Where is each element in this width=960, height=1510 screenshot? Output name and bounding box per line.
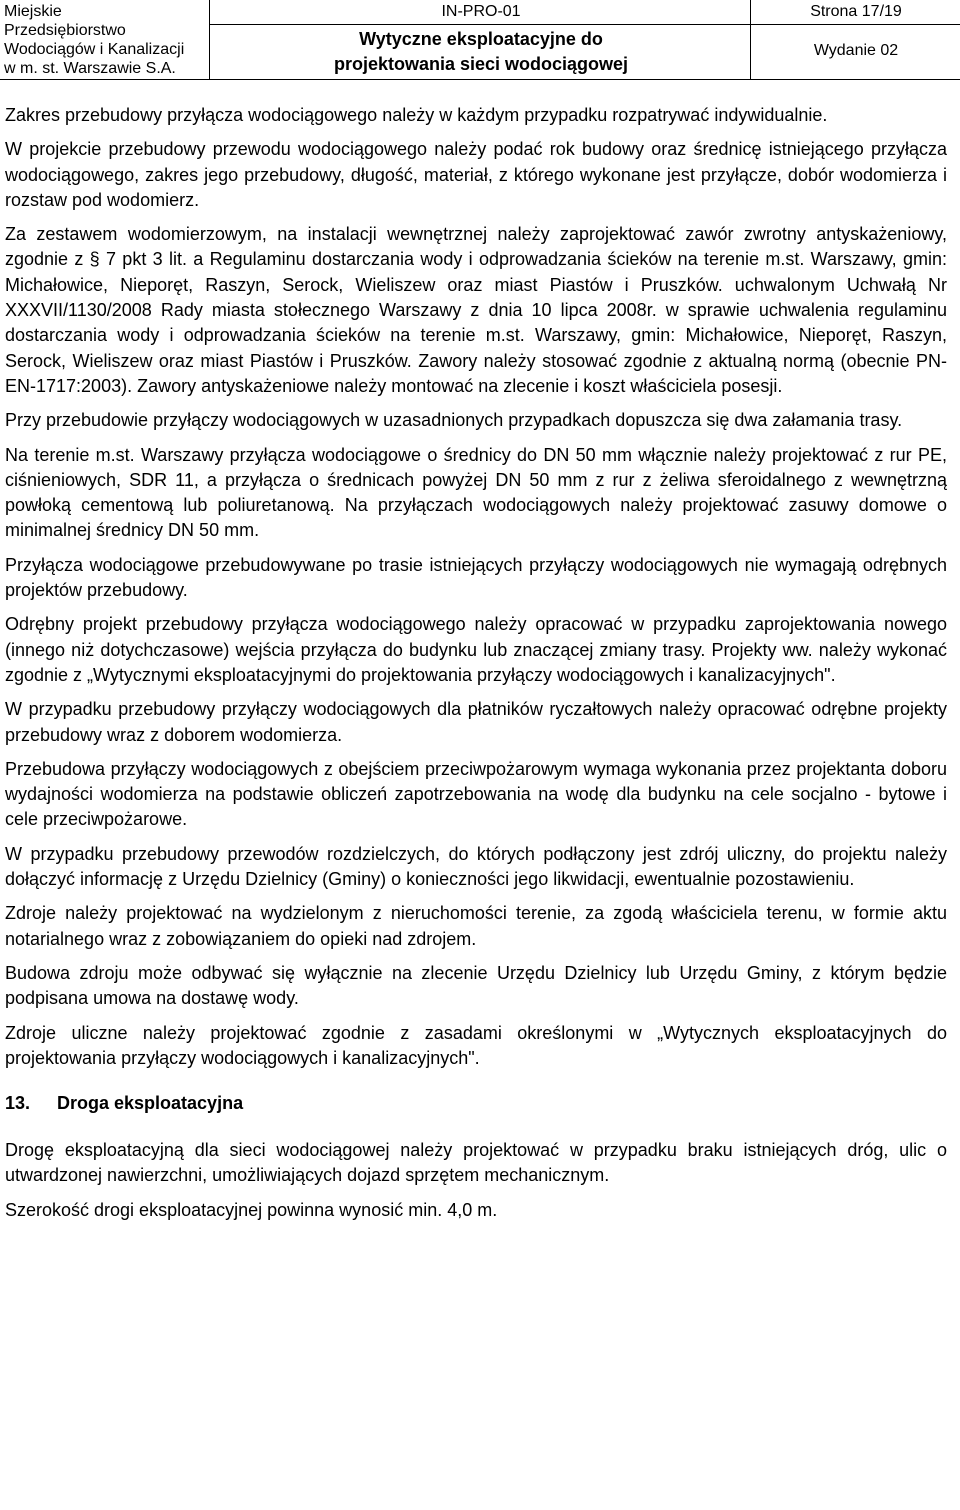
document-code: IN-PRO-01 [441, 3, 521, 20]
paragraph: Na terenie m.st. Warszawy przyłącza wodociągowe o średnicy do DN 50 mm włącznie należy projektować z rur PE, ciśnieniowych, SDR 11, a przyłącza o średnicach powyżej DN 50 mm z rur z żeliwa sferoidalnego z wewnętrzną powłoką cementową lub poliuretanową. Na przyłączach wodociągowych należy projektować zasuwy domowe o minimalnej średnicy DN 50 mm. [5, 444, 947, 541]
document-title [212, 27, 750, 77]
paragraph: W przypadku przebudowy przewodów rozdzielczych, do których podłączony jest zdrój uliczny, do projektu należy dołączyć informację z Urzędu Dzielnicy (Gminy) o konieczności jego likwidacji, ewentualnie pozostawieniu. [5, 843, 947, 890]
paragraph: W przypadku przebudowy przyłączy wodociągowych dla płatników ryczałtowych należy opracować odrębne projekty przebudowy wraz z doborem wodomierza. [5, 699, 947, 745]
section-heading [5, 1091, 947, 1116]
organization-line: w m. st. Warszawie S.A. [4, 60, 176, 77]
organization-line: Miejskie [4, 3, 62, 20]
header-divider [209, 0, 210, 80]
page-number: Strona 17/19 [810, 3, 902, 20]
paragraph: Przebudowa przyłączy wodociągowych z obejściem przeciwpożarowym wymaga wykonania przez projektanta doboru wydajności wodomierza na podstawie obliczeń zapotrzebowania na wodę dla budynku na cele socjalno - bytowe i cele przeciwpożarowe. [5, 758, 947, 830]
edition-number: Wydanie 02 [813, 42, 899, 59]
section-title: Droga eksploatacyjna [57, 1093, 244, 1114]
paragraph: Zdroje należy projektować na wydzielonym z nieruchomości terenie, za zgodą właściciela terenu, w formie aktu notarialnego wraz z zobowiązaniem do opieki nad zdrojem. [5, 903, 947, 949]
organization-name [4, 2, 209, 78]
header-divider [750, 0, 751, 80]
paragraph: Przyłącza wodociągowe przebudowywane po trasie istniejących przyłączy wodociągowych nie wymagają odrębnych projektów przebudowy. [5, 554, 947, 601]
document-body [5, 103, 947, 1232]
organization-line: Wodociągów i Kanalizacji [4, 41, 185, 58]
organization-line: Przedsiębiorstwo [4, 22, 126, 39]
header-divider [750, 24, 960, 25]
paragraph: Przy przebudowie przyłączy wodociągowych w uzasadnionych przypadkach dopuszcza się dwa załamania trasy. [5, 410, 903, 431]
paragraph: Budowa zdroju może odbywać się wyłącznie na zlecenie Urzędu Dzielnicy lub Urzędu Gminy, z którym będzie podpisana umowa na dostawę wody. [5, 962, 947, 1009]
paragraph: Szerokość drogi eksploatacyjnej powinna wynosić min. 4,0 m. [5, 1199, 498, 1220]
paragraph: Odrębny projekt przebudowy przyłącza wodociągowego należy opracować w przypadku zaprojektowania nowego (innego niż dotychczasowe) wejścia przyłącza do budynku lub znaczącej zmiany trasy. Projekty ww. należy wykonać zgodnie z „Wytycznymi eksploatacyjnymi do projektowania przyłączy wodociągowych i kanalizacyjnych". [5, 614, 947, 685]
paragraph: Drogę eksploatacyjną dla sieci wodociągowej należy projektować w przypadku braku istniejących dróg, ulic o utwardzonej nawierzchni, umożliwiających dojazd sprzętem mechanicznym. [5, 1140, 947, 1186]
header-bottom-rule [0, 79, 960, 80]
document-header [0, 0, 960, 80]
paragraph: Zdroje uliczne należy projektować zgodnie z zasadami określonymi w „Wytycznych eksploatacyjnych do projektowania przyłączy wodociągowych i kanalizacyjnych". [5, 1022, 947, 1068]
paragraph: W projekcie przebudowy przewodu wodociągowego należy podać rok budowy oraz średnicę istniejącego przyłącza wodociągowego, zakres jego przebudowy, długość, materiał, z którego wykonane jest przyłącze, dobór wodomierza i rozstaw pod wodomierz. [5, 139, 947, 210]
paragraph: Za zestawem wodomierzowym, na instalacji wewnętrznej należy zaprojektować zawór zwrotny antyskażeniowy, zgodnie z § 7 pkt 3 lit. a Regulaminu dostarczania wody i odprowadzania ścieków na terenie m.st. Warszawy, gmin: Michałowice, Nieporęt, Raszyn, Serock, Wieliszew oraz miast Piastów i Pruszków. uchwalonym Uchwałą Nr XXXVII/1130/2008 Rady miasta stołecznego Warszawy z dnia 10 lipca 2008r. w sprawie uchwalenia regulaminu dostarczania wody i odprowadzania ścieków na terenie m.st. Warszawy, gmin: Michałowice, Nieporęt, Raszyn, Serock, Wieliszew oraz miast Piastów i Pruszków. Zawory należy stosować zgodnie z aktualną normą (obecnie PN-EN-1717:2003). Zawory antyskażeniowe należy montować na zlecenie i koszt właściciela posesji. [5, 224, 947, 396]
document-title-line: Wytyczne eksploatacyjne do [359, 29, 603, 49]
document-title-line: projektowania sieci wodociągowej [333, 54, 629, 74]
section-number: 13. [5, 1093, 31, 1114]
paragraph: Zakres przebudowy przyłącza wodociągowego należy w każdym przypadku rozpatrywać indywidualnie. [5, 105, 828, 125]
